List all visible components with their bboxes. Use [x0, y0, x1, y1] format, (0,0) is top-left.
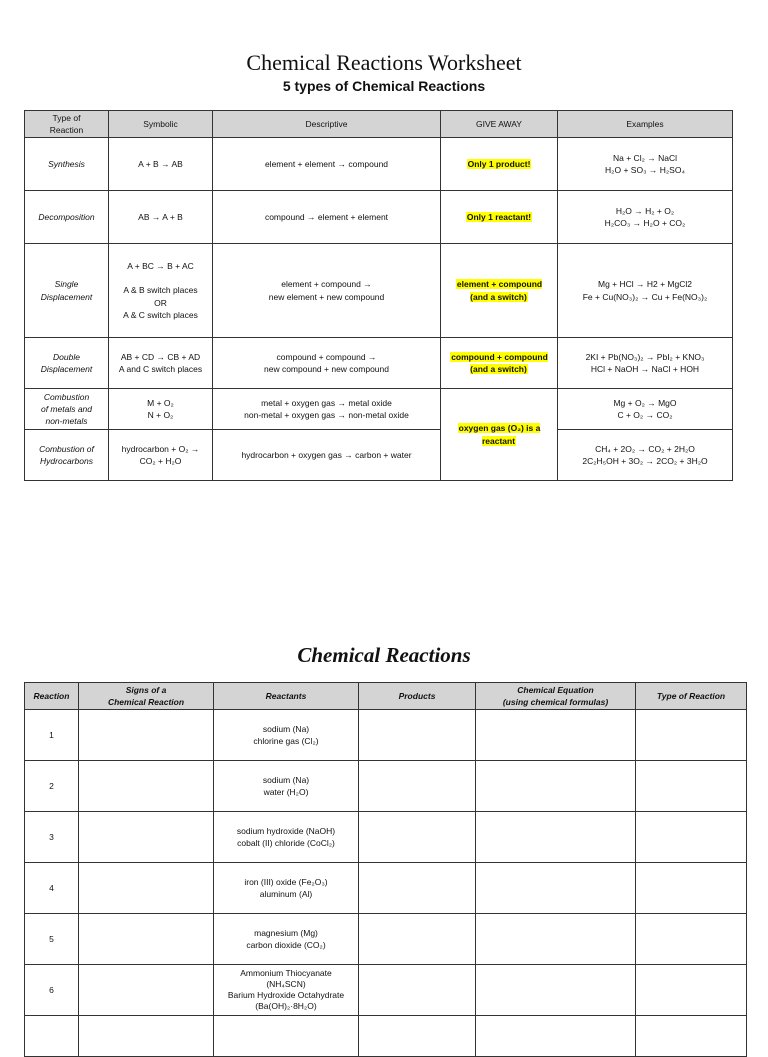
- equation-answer-cell[interactable]: [476, 761, 636, 812]
- header-products: Products: [359, 683, 476, 710]
- examples-cell: H₂O → H₂ + O₂ H₂CO₃ → H₂O + CO₂: [558, 191, 733, 244]
- reaction-row: [25, 1016, 747, 1057]
- examples-cell: 2KI + Pb(NO₃)₂ → PbI₂ + KNO₃ HCl + NaOH → NaCl + HOH: [558, 338, 733, 389]
- reaction-types-table: [24, 110, 733, 481]
- reaction-row: [25, 812, 747, 863]
- equation-answer-cell[interactable]: [476, 1016, 636, 1057]
- reaction-number: 1: [25, 710, 79, 761]
- symbolic-cell: AB + CD → CB + AD A and C switch places: [109, 338, 213, 389]
- descriptive-cell: hydrocarbon + oxygen gas → carbon + water: [213, 430, 441, 481]
- reactants-cell: sodium (Na) chlorine gas (Cl₂): [214, 710, 359, 761]
- worksheet-subtitle: 5 types of Chemical Reactions: [282, 78, 486, 94]
- header-reaction: Reaction: [25, 683, 79, 710]
- examples-cell: Na + Cl₂ → NaCl H₂O + SO₃ → H₂SO₄: [558, 138, 733, 191]
- descriptive-cell: compound → element + element: [213, 191, 441, 244]
- chemical-reactions-table: [24, 682, 747, 1057]
- descriptive-cell: element + element → compound: [213, 138, 441, 191]
- reactions-header-row: [25, 683, 747, 710]
- reaction-number: 6: [25, 965, 79, 1016]
- header-reactants: Reactants: [214, 683, 359, 710]
- reactions-title: Chemical Reactions: [297, 643, 471, 667]
- type-answer-cell[interactable]: [636, 863, 747, 914]
- types-row-single-displacement: [25, 244, 733, 338]
- type-answer-cell[interactable]: [636, 761, 747, 812]
- signs-answer-cell[interactable]: [79, 914, 214, 965]
- types-header-row: [25, 111, 733, 138]
- signs-answer-cell[interactable]: [79, 812, 214, 863]
- reaction-row: [25, 965, 747, 1016]
- types-row-synthesis: [25, 138, 733, 191]
- giveaway-highlight: Only 1 reactant!: [466, 211, 532, 222]
- types-row-combustion-hydrocarbons: [25, 430, 733, 481]
- symbolic-cell: A + B → AB: [109, 138, 213, 191]
- symbolic-cell: M + O₂ N + O₂: [109, 389, 213, 430]
- reaction-row: [25, 863, 747, 914]
- reactants-cell: sodium (Na) water (H₂O): [214, 761, 359, 812]
- type-answer-cell[interactable]: [636, 1016, 747, 1057]
- type-cell: Decomposition: [25, 191, 109, 244]
- reaction-number: [25, 1016, 79, 1057]
- examples-cell: Mg + HCl → H2 + MgCl2 Fe + Cu(NO₃)₂ → Cu + Fe(NO₃)₂: [558, 244, 733, 338]
- examples-cell: CH₄ + 2O₂ → CO₂ + 2H₂O 2C₂H₅OH + 3O₂ → 2CO₂ + 3H₂O: [558, 430, 733, 481]
- giveaway-cell: [441, 244, 558, 338]
- type-answer-cell[interactable]: [636, 914, 747, 965]
- header-examples: Examples: [558, 111, 733, 138]
- type-cell: Double Displacement: [25, 338, 109, 389]
- products-answer-cell[interactable]: [359, 914, 476, 965]
- types-row-combustion-metals: [25, 389, 733, 430]
- giveaway-cell: [441, 338, 558, 389]
- reactants-cell: [214, 1016, 359, 1057]
- products-answer-cell[interactable]: [359, 761, 476, 812]
- equation-answer-cell[interactable]: [476, 710, 636, 761]
- type-answer-cell[interactable]: [636, 965, 747, 1016]
- products-answer-cell[interactable]: [359, 863, 476, 914]
- header-descriptive: Descriptive: [213, 111, 441, 138]
- products-answer-cell[interactable]: [359, 710, 476, 761]
- reaction-number: 2: [25, 761, 79, 812]
- giveaway-cell-combustion: [441, 389, 558, 481]
- header-giveaway: GIVE AWAY: [441, 111, 558, 138]
- header-equation: Chemical Equation (using chemical formulas): [476, 683, 636, 710]
- type-cell: Synthesis: [25, 138, 109, 191]
- examples-cell: Mg + O₂ → MgO C + O₂ → CO₂: [558, 389, 733, 430]
- giveaway-highlight: oxygen gas (O₂) is a reactant: [458, 423, 541, 446]
- giveaway-highlight: Only 1 product!: [467, 158, 531, 169]
- symbolic-cell: AB → A + B: [109, 191, 213, 244]
- giveaway-highlight: element + compound (and a switch): [456, 279, 543, 302]
- giveaway-cell: [441, 138, 558, 191]
- header-symbolic: Symbolic: [109, 111, 213, 138]
- reactants-cell: iron (III) oxide (Fe₂O₃) aluminum (Al): [214, 863, 359, 914]
- products-answer-cell[interactable]: [359, 812, 476, 863]
- signs-answer-cell[interactable]: [79, 761, 214, 812]
- reaction-number: 5: [25, 914, 79, 965]
- equation-answer-cell[interactable]: [476, 965, 636, 1016]
- type-answer-cell[interactable]: [636, 710, 747, 761]
- signs-answer-cell[interactable]: [79, 710, 214, 761]
- equation-answer-cell[interactable]: [476, 812, 636, 863]
- reaction-number: 4: [25, 863, 79, 914]
- reactants-cell: Ammonium Thiocyanate (NH₄SCN) Barium Hydroxide Octahydrate (Ba(OH)₂·8H₂O): [214, 965, 359, 1016]
- type-cell: Single Displacement: [25, 244, 109, 338]
- equation-answer-cell[interactable]: [476, 863, 636, 914]
- reactants-cell: sodium hydroxide (NaOH) cobalt (II) chloride (CoCl₂): [214, 812, 359, 863]
- header-type-of-reaction: Type of Reaction: [636, 683, 747, 710]
- type-cell: Combustion of Hydrocarbons: [25, 430, 109, 481]
- worksheet-title: Chemical Reactions Worksheet: [246, 50, 522, 75]
- products-answer-cell[interactable]: [359, 1016, 476, 1057]
- symbolic-cell: A + BC → B + AC A & B switch places OR A & C switch places: [109, 244, 213, 338]
- equation-answer-cell[interactable]: [476, 914, 636, 965]
- descriptive-cell: compound + compound → new compound + new compound: [213, 338, 441, 389]
- giveaway-highlight: compound + compound (and a switch): [451, 351, 548, 374]
- signs-answer-cell[interactable]: [79, 863, 214, 914]
- symbolic-cell: hydrocarbon + O₂ → CO₂ + H₂O: [109, 430, 213, 481]
- descriptive-cell: metal + oxygen gas → metal oxide non-metal + oxygen gas → non-metal oxide: [213, 389, 441, 430]
- descriptive-cell: element + compound → new element + new compound: [213, 244, 441, 338]
- signs-answer-cell[interactable]: [79, 1016, 214, 1057]
- reactants-cell: magnesium (Mg) carbon dioxide (CO₂): [214, 914, 359, 965]
- types-row-decomposition: [25, 191, 733, 244]
- type-answer-cell[interactable]: [636, 812, 747, 863]
- reaction-number: 3: [25, 812, 79, 863]
- type-cell: Combustion of metals and non-metals: [25, 389, 109, 430]
- giveaway-cell: [441, 191, 558, 244]
- reaction-row: [25, 761, 747, 812]
- header-type: Type of Reaction: [25, 111, 109, 138]
- signs-answer-cell[interactable]: [79, 965, 214, 1016]
- header-signs: Signs of a Chemical Reaction: [79, 683, 214, 710]
- reaction-row: [25, 710, 747, 761]
- reaction-row: [25, 914, 747, 965]
- products-answer-cell[interactable]: [359, 965, 476, 1016]
- types-row-double-displacement: [25, 338, 733, 389]
